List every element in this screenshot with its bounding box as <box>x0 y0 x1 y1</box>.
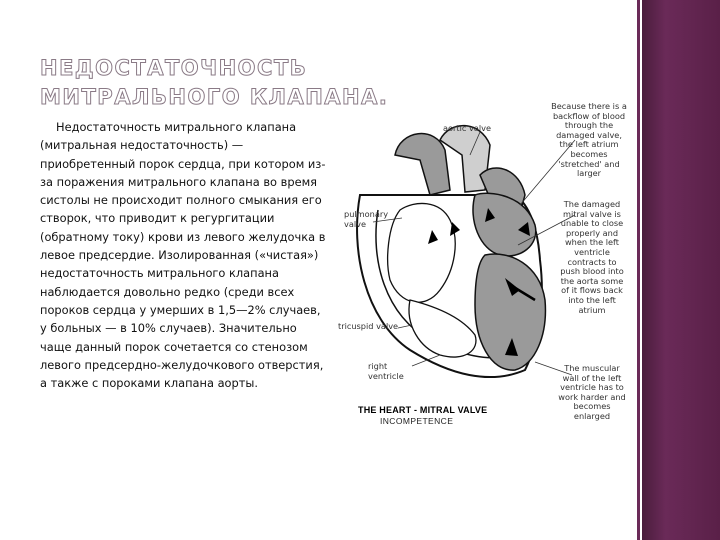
label-right-ventricle: right ventricle <box>368 361 404 381</box>
label-pulmonary-valve: pulmonary valve <box>344 209 389 229</box>
decorative-line <box>637 0 640 540</box>
slide-body-text: Недостаточность митрального клапана (митральная недостаточность) — приобретенный порок сердца, при котором из-за поражения митрального клапана во время систолы не происходит полного смыкания его створок, что приводит к регургитации (обратному току) крови из левого желудочка в левое предсердие. Изолированная («чистая») недостаточность митрального клапана наблюдается довольно редко (среди всех пороков сердца у умерших в 1,5—2% случаев, у больных — в 10% случаев). Значительно чаще данный порок сочетается со стенозом левого предсердно-желудочкового отверстия, а также с пороками клапана аорты. <box>40 120 326 391</box>
figure-caption-subtitle: INCOMPETENCE <box>380 416 454 426</box>
slide-title: НЕДОСТАТОЧНОСТЬ МИТРАЛЬНОГО КЛАПАНА. <box>40 56 389 109</box>
figure-caption-title: THE HEART - MITRAL VALVE <box>358 405 488 415</box>
label-tricuspid-valve: tricuspid valve <box>338 321 399 331</box>
decorative-side-band <box>642 0 720 540</box>
heart-diagram <box>340 100 630 440</box>
label-damaged-valve-note: The damaged mitral valve is unable to close properly and when the left ventricle contracts to push blood into the aorta some of it flows back into the left atrium <box>560 199 624 315</box>
label-backflow-note: Because there is a backflow of blood through the damaged valve, the left atrium becomes 'stretched' and larger <box>551 101 627 179</box>
label-aortic-valve: aortic valve <box>443 123 492 133</box>
label-ventricle-note: The muscular wall of the left ventricle has to work harder and becomes enlarged <box>558 363 626 421</box>
